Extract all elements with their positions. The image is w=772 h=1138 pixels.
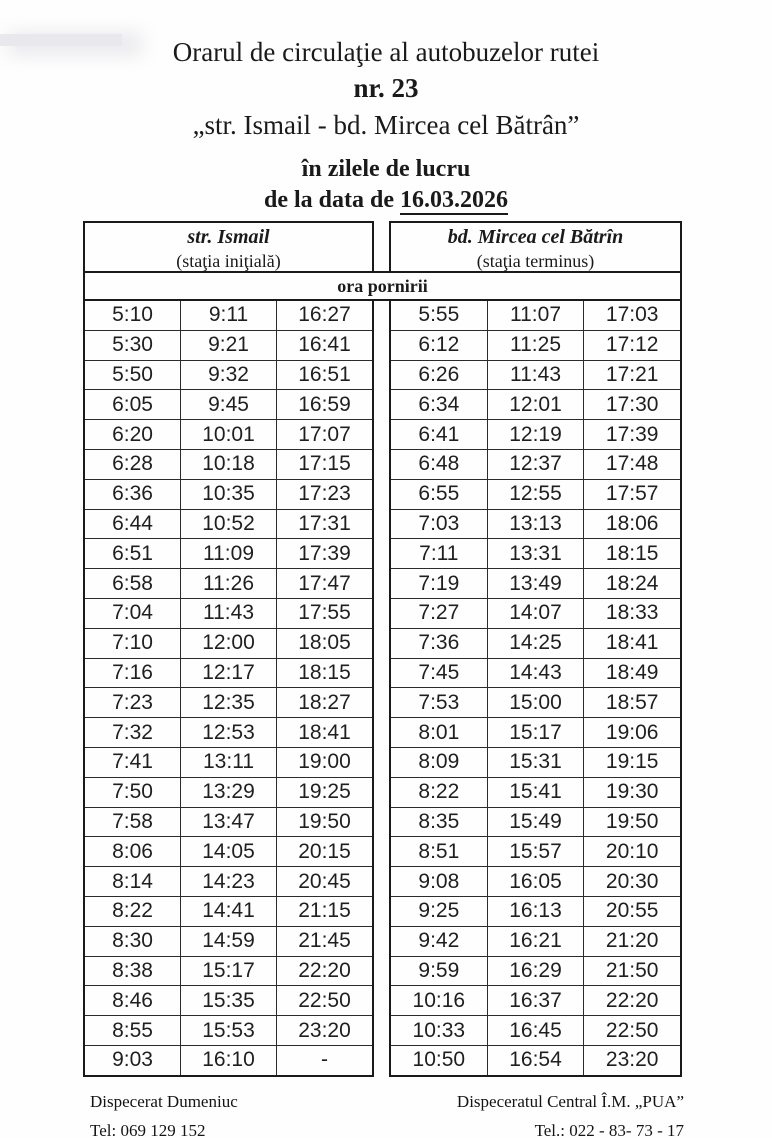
departure-time-cell: 12:01 xyxy=(488,390,585,419)
departure-table-row xyxy=(85,569,372,599)
departure-time-cell: 7:03 xyxy=(391,510,488,539)
departure-time-cell: 18:41 xyxy=(605,631,659,655)
working-days-label: în zilele de lucru xyxy=(301,156,471,182)
departure-time-cell: 6:05 xyxy=(85,390,181,419)
departure-time-cell: 22:20 xyxy=(605,988,659,1012)
departure-table-row xyxy=(85,510,372,540)
departure-time-cell: 8:35 xyxy=(391,808,488,837)
departure-time-cell: 19:25 xyxy=(298,780,351,804)
departure-time-cell: 22:20 xyxy=(298,958,351,982)
departure-time-cell: 13:47 xyxy=(181,808,277,837)
departure-time-cell: 16:10 xyxy=(181,1046,277,1075)
departure-time-cell: 9:59 xyxy=(391,957,488,986)
terminus-station-sub: (staţia terminus) xyxy=(476,251,595,271)
departure-time-cell: 7:32 xyxy=(85,718,181,747)
terminus-table-row xyxy=(391,778,680,808)
station-header-row xyxy=(83,221,682,273)
departure-time-cell: 18:27 xyxy=(298,690,351,714)
departure-time-cell: 7:10 xyxy=(85,629,181,658)
departure-time-cell: 7:23 xyxy=(85,688,181,717)
departure-time-cell: 7:19 xyxy=(391,569,488,598)
departure-time-cell: 7:41 xyxy=(85,748,181,777)
terminus-table-row xyxy=(391,450,680,480)
departure-time-cell: 17:15 xyxy=(298,452,351,476)
departure-time-cell: 11:25 xyxy=(488,331,585,360)
route-number: nr. 23 xyxy=(353,73,419,103)
dispatcher-left xyxy=(90,1087,238,1138)
table-gap xyxy=(374,299,389,1077)
departure-station-sub: (staţia iniţială) xyxy=(176,251,281,271)
departure-table-row xyxy=(85,1016,372,1046)
departure-time-cell: 7:36 xyxy=(391,629,488,658)
departure-times-table xyxy=(83,299,374,1077)
terminus-times-table xyxy=(389,299,682,1077)
departure-time-cell: 17:21 xyxy=(605,362,659,386)
departure-time-cell: 22:50 xyxy=(298,988,351,1012)
times-section xyxy=(83,299,682,1077)
departure-time-cell: - xyxy=(321,1048,328,1072)
departure-table-row xyxy=(85,361,372,391)
departure-time-cell: 7:58 xyxy=(85,808,181,837)
departure-table-row xyxy=(85,301,372,331)
departure-time-cell: 6:12 xyxy=(391,331,488,360)
effective-date-line xyxy=(0,185,772,216)
departure-time-cell: 17:03 xyxy=(605,303,659,327)
departure-table-row xyxy=(85,688,372,718)
departure-time-cell: 18:15 xyxy=(605,541,659,565)
departure-time-cell: 17:30 xyxy=(605,392,659,416)
terminus-table-row xyxy=(391,331,680,361)
departure-time-cell: 13:11 xyxy=(181,748,277,777)
departure-time-cell: 17:12 xyxy=(605,333,659,357)
departure-time-cell: 12:17 xyxy=(181,659,277,688)
departure-time-cell: 9:45 xyxy=(181,390,277,419)
dispatcher-left-tel: Tel: 069 129 152 xyxy=(90,1120,206,1138)
departure-time-cell: 13:31 xyxy=(488,539,585,568)
departure-time-cell: 16:05 xyxy=(488,867,585,896)
departure-time-cell: 11:43 xyxy=(488,361,585,390)
departure-time-cell: 16:27 xyxy=(298,303,351,327)
departure-time-cell: 15:57 xyxy=(488,837,585,866)
departure-time-cell: 15:49 xyxy=(488,808,585,837)
departure-table-row xyxy=(85,748,372,778)
departure-time-cell: 10:35 xyxy=(181,480,277,509)
departure-table-row xyxy=(85,837,372,867)
departure-time-cell: 9:11 xyxy=(181,301,277,330)
departure-time-cell: 21:50 xyxy=(605,958,659,982)
departure-time-cell: 18:33 xyxy=(605,601,659,625)
departure-time-cell: 16:21 xyxy=(488,927,585,956)
terminus-table-row xyxy=(391,301,680,331)
title-line-1: Orarul de circulaţie al autobuzelor rutei xyxy=(172,37,600,67)
departure-time-cell: 17:23 xyxy=(298,482,351,506)
departure-table-row xyxy=(85,390,372,420)
departure-time-cell: 9:25 xyxy=(391,897,488,926)
departure-time-cell: 7:16 xyxy=(85,659,181,688)
departure-time-cell: 11:09 xyxy=(181,539,277,568)
terminus-station-name: bd. Mircea cel Bătrîn xyxy=(447,226,624,248)
departure-time-cell: 14:07 xyxy=(488,599,585,628)
departure-time-cell: 11:07 xyxy=(488,301,585,330)
terminus-table-row xyxy=(391,539,680,569)
departure-time-cell: 15:17 xyxy=(488,718,585,747)
departure-table-row xyxy=(85,1046,372,1075)
departure-time-cell: 8:22 xyxy=(85,897,181,926)
terminus-table-row xyxy=(391,420,680,450)
departure-time-cell: 19:50 xyxy=(298,809,351,833)
departure-table-row xyxy=(85,331,372,361)
departure-time-cell: 7:04 xyxy=(85,599,181,628)
departure-time-cell: 19:00 xyxy=(298,750,351,774)
departure-time-cell: 8:06 xyxy=(85,837,181,866)
departure-time-cell: 17:39 xyxy=(605,422,659,446)
departure-time-cell: 10:01 xyxy=(181,420,277,449)
departure-station-name: str. Ismail xyxy=(187,226,270,248)
dispatcher-left-name: Dispecerat Dumeniuc xyxy=(90,1091,238,1111)
departure-time-cell: 7:11 xyxy=(391,539,488,568)
departure-time-cell: 6:20 xyxy=(85,420,181,449)
document-title xyxy=(0,34,772,144)
departure-time-cell: 6:55 xyxy=(391,480,488,509)
departure-time-cell: 8:51 xyxy=(391,837,488,866)
departure-table-row xyxy=(85,450,372,480)
departure-time-cell: 13:13 xyxy=(488,510,585,539)
departure-time-cell: 9:21 xyxy=(181,331,277,360)
departure-time-cell: 12:00 xyxy=(181,629,277,658)
terminus-table-row xyxy=(391,897,680,927)
scan-artifact xyxy=(0,34,122,46)
departure-time-cell: 18:41 xyxy=(298,720,351,744)
departure-time-cell: 10:52 xyxy=(181,510,277,539)
departure-table-row xyxy=(85,897,372,927)
departure-time-cell: 13:49 xyxy=(488,569,585,598)
terminus-table-row xyxy=(391,718,680,748)
departure-time-cell: 15:53 xyxy=(181,1016,277,1045)
departure-station-header xyxy=(83,221,374,273)
departure-time-cell: 16:54 xyxy=(488,1046,585,1075)
departure-time-cell: 14:05 xyxy=(181,837,277,866)
departure-time-cell: 8:01 xyxy=(391,718,488,747)
departure-table-row xyxy=(85,808,372,838)
terminus-table-row xyxy=(391,748,680,778)
departure-time-cell: 14:43 xyxy=(488,659,585,688)
departure-time-cell: 9:03 xyxy=(85,1046,181,1075)
departure-time-cell: 15:35 xyxy=(181,986,277,1015)
departure-time-cell: 15:00 xyxy=(488,688,585,717)
departure-time-cell: 12:19 xyxy=(488,420,585,449)
terminus-table-row xyxy=(391,986,680,1016)
timetable xyxy=(83,221,682,1077)
terminus-table-row xyxy=(391,569,680,599)
departure-time-cell: 16:51 xyxy=(298,362,351,386)
effective-date: 16.03.2026 xyxy=(400,187,508,213)
departure-time-cell: 7:27 xyxy=(391,599,488,628)
terminus-table-row xyxy=(391,1016,680,1046)
terminus-table-row xyxy=(391,480,680,510)
departure-time-cell: 18:24 xyxy=(605,571,659,595)
departure-time-cell: 6:41 xyxy=(391,420,488,449)
departure-time-cell: 14:59 xyxy=(181,927,277,956)
departure-time-cell: 6:51 xyxy=(85,539,181,568)
effective-date-prefix: de la data de xyxy=(263,187,400,213)
departure-time-cell: 6:48 xyxy=(391,450,488,479)
departure-time-cell: 5:10 xyxy=(85,301,181,330)
departure-time-cell: 17:57 xyxy=(605,482,659,506)
departure-time-cell: 16:37 xyxy=(488,986,585,1015)
departure-table-row xyxy=(85,629,372,659)
departure-time-cell: 17:48 xyxy=(605,452,659,476)
departure-time-cell: 12:37 xyxy=(488,450,585,479)
departure-table-row xyxy=(85,599,372,629)
departure-time-cell: 6:58 xyxy=(85,569,181,598)
departure-time-cell: 5:30 xyxy=(85,331,181,360)
departure-time-header: ora pornirii xyxy=(83,271,682,301)
departure-table-row xyxy=(85,539,372,569)
departure-time-cell: 18:57 xyxy=(605,690,659,714)
departure-time-cell: 11:26 xyxy=(181,569,277,598)
departure-time-cell: 9:42 xyxy=(391,927,488,956)
terminus-table-row xyxy=(391,867,680,897)
departure-time-cell: 9:32 xyxy=(181,361,277,390)
departure-time-cell: 10:50 xyxy=(391,1046,488,1075)
departure-time-cell: 16:45 xyxy=(488,1016,585,1045)
departure-time-cell: 17:55 xyxy=(298,601,351,625)
departure-table-row xyxy=(85,986,372,1016)
dispatcher-right-tel: Tel.: 022 - 83- 73 - 17 xyxy=(534,1120,684,1138)
terminus-table-row xyxy=(391,510,680,540)
departure-table-row xyxy=(85,659,372,689)
departure-time-cell: 8:14 xyxy=(85,867,181,896)
departure-time-cell: 20:30 xyxy=(605,869,659,893)
departure-time-cell: 11:43 xyxy=(181,599,277,628)
departure-time-cell: 19:15 xyxy=(605,750,659,774)
departure-time-cell: 20:55 xyxy=(605,899,659,923)
departure-time-cell: 14:41 xyxy=(181,897,277,926)
departure-time-cell: 12:55 xyxy=(488,480,585,509)
departure-time-cell: 16:13 xyxy=(488,897,585,926)
departure-time-cell: 10:18 xyxy=(181,450,277,479)
terminus-table-row xyxy=(391,599,680,629)
terminus-table-row xyxy=(391,659,680,689)
departure-time-cell: 8:09 xyxy=(391,748,488,777)
departure-time-cell: 14:23 xyxy=(181,867,277,896)
departure-time-cell: 17:07 xyxy=(298,422,351,446)
departure-time-cell: 16:59 xyxy=(298,392,351,416)
departure-time-cell: 22:50 xyxy=(605,1018,659,1042)
departure-time-cell: 21:15 xyxy=(298,899,351,923)
departure-time-cell: 8:30 xyxy=(85,927,181,956)
departure-time-cell: 18:06 xyxy=(605,511,659,535)
terminus-table-row xyxy=(391,808,680,838)
schedule-subtitle xyxy=(0,154,772,216)
departure-time-cell: 6:34 xyxy=(391,390,488,419)
route-name: „str. Ismail - bd. Mircea cel Bătrân” xyxy=(192,110,580,140)
terminus-table-row xyxy=(391,837,680,867)
departure-time-cell: 6:28 xyxy=(85,450,181,479)
departure-table-row xyxy=(85,718,372,748)
departure-time-cell: 6:44 xyxy=(85,510,181,539)
departure-time-cell: 6:36 xyxy=(85,480,181,509)
departure-time-cell: 18:05 xyxy=(298,631,351,655)
departure-time-cell: 5:50 xyxy=(85,361,181,390)
departure-time-cell: 8:55 xyxy=(85,1016,181,1045)
departure-time-cell: 7:53 xyxy=(391,688,488,717)
terminus-station-header xyxy=(389,221,682,273)
departure-time-cell: 19:30 xyxy=(605,780,659,804)
departure-time-cell: 21:45 xyxy=(298,929,351,953)
terminus-table-row xyxy=(391,688,680,718)
terminus-table-row xyxy=(391,957,680,987)
departure-time-cell: 20:45 xyxy=(298,869,351,893)
departure-table-row xyxy=(85,957,372,987)
departure-table-row xyxy=(85,778,372,808)
departure-time-cell: 16:41 xyxy=(298,333,351,357)
terminus-table-row xyxy=(391,629,680,659)
departure-time-cell: 8:22 xyxy=(391,778,488,807)
departure-time-cell: 17:31 xyxy=(298,511,351,535)
departure-time-cell: 8:38 xyxy=(85,957,181,986)
departure-time-cell: 17:47 xyxy=(298,571,351,595)
table-gap xyxy=(374,221,389,273)
departure-time-cell: 14:25 xyxy=(488,629,585,658)
departure-table-row xyxy=(85,927,372,957)
departure-time-cell: 10:16 xyxy=(391,986,488,1015)
departure-time-cell: 15:17 xyxy=(181,957,277,986)
departure-time-cell: 7:50 xyxy=(85,778,181,807)
departure-time-cell: 23:20 xyxy=(605,1048,659,1072)
terminus-table-row xyxy=(391,927,680,957)
departure-time-cell: 23:20 xyxy=(298,1018,351,1042)
departure-time-cell: 17:39 xyxy=(298,541,351,565)
departure-time-cell: 9:08 xyxy=(391,867,488,896)
departure-time-cell: 21:20 xyxy=(605,929,659,953)
departure-time-cell: 5:55 xyxy=(391,301,488,330)
departure-time-cell: 15:31 xyxy=(488,748,585,777)
departure-time-cell: 18:15 xyxy=(298,660,351,684)
departure-time-cell: 20:10 xyxy=(605,839,659,863)
departure-time-cell: 18:49 xyxy=(605,660,659,684)
departure-time-cell: 10:33 xyxy=(391,1016,488,1045)
terminus-table-row xyxy=(391,1046,680,1075)
dispatcher-right xyxy=(457,1087,684,1138)
departure-table-row xyxy=(85,867,372,897)
departure-time-cell: 6:26 xyxy=(391,361,488,390)
departure-time-cell: 20:15 xyxy=(298,839,351,863)
departure-time-cell: 19:50 xyxy=(605,809,659,833)
departure-time-cell: 19:06 xyxy=(605,720,659,744)
departure-time-cell: 12:35 xyxy=(181,688,277,717)
dispatcher-right-name: Dispeceratul Central Î.M. „PUA” xyxy=(456,1091,684,1111)
departure-time-cell: 13:29 xyxy=(181,778,277,807)
departure-time-cell: 7:45 xyxy=(391,659,488,688)
footer xyxy=(90,1087,684,1138)
departure-table-row xyxy=(85,420,372,450)
departure-table-row xyxy=(85,480,372,510)
terminus-table-row xyxy=(391,390,680,420)
departure-time-cell: 8:46 xyxy=(85,986,181,1015)
departure-time-cell: 12:53 xyxy=(181,718,277,747)
terminus-table-row xyxy=(391,361,680,391)
departure-time-cell: 15:41 xyxy=(488,778,585,807)
departure-time-cell: 16:29 xyxy=(488,957,585,986)
